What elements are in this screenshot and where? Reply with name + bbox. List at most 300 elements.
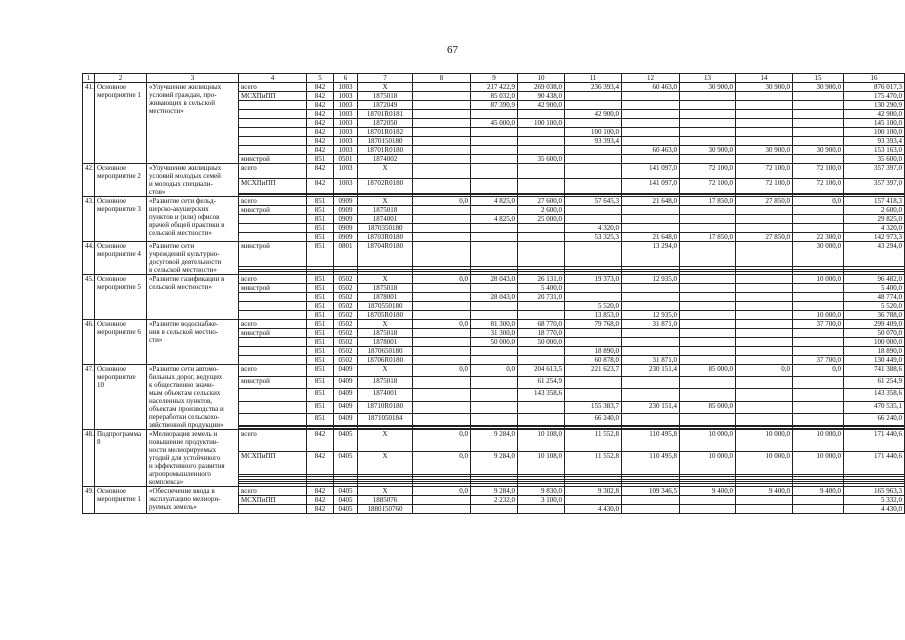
table-cell: 61 254,9 <box>844 377 905 389</box>
table-cell: 0909 <box>334 224 358 233</box>
row-number: 42. <box>83 164 95 197</box>
table-cell <box>736 128 793 137</box>
table-cell: 4 320,0 <box>844 224 905 233</box>
table-cell: 1871050184 <box>358 413 413 425</box>
table-cell: 26 131,0 <box>518 275 565 284</box>
measure-description-line: сельской местности» <box>149 229 212 237</box>
table-cell <box>680 242 736 267</box>
measure-description <box>147 365 239 430</box>
table-cell <box>471 164 518 179</box>
table-cell <box>518 401 565 413</box>
table-cell <box>413 110 471 119</box>
table-cell <box>471 284 518 293</box>
table-cell: 5 400,0 <box>844 284 905 293</box>
table-cell <box>793 92 844 101</box>
table-cell: 0502 <box>334 275 358 284</box>
table-cell: 30 000,0 <box>793 242 844 267</box>
measure-description-line: и молодых специали- <box>149 180 213 188</box>
row-number: 46. <box>83 320 95 365</box>
table-cell <box>471 401 518 413</box>
table-cell: 0502 <box>334 302 358 311</box>
table-cell: 13 294,0 <box>622 242 680 267</box>
table-cell <box>793 347 844 356</box>
measure-description-line: в сельской местности» <box>149 266 217 274</box>
table-cell: всего <box>239 487 307 496</box>
measure-description-line: угодий для устойчивого <box>149 454 221 462</box>
measure-type-line: Основное <box>97 320 127 328</box>
table-cell: 10 000,0 <box>680 452 736 474</box>
table-cell <box>239 389 307 401</box>
table-cell: 109 346,5 <box>622 487 680 496</box>
table-cell: минстрой <box>239 329 307 338</box>
table-cell: 851 <box>307 365 334 377</box>
table-cell: 31 871,0 <box>622 356 680 365</box>
measure-description-line: руемых земель» <box>149 503 197 511</box>
table-cell: 10 108,0 <box>518 430 565 452</box>
table-cell: 9 400,0 <box>793 487 844 496</box>
table-cell: 876 017,3 <box>844 83 905 92</box>
table-cell: 1875018 <box>358 92 413 101</box>
table-cell: 851 <box>307 302 334 311</box>
table-cell <box>518 137 565 146</box>
table-cell <box>471 155 518 164</box>
table-cell <box>736 293 793 302</box>
table-cell: 851 <box>307 284 334 293</box>
table-cell <box>518 302 565 311</box>
table-cell <box>736 389 793 401</box>
table-cell: 93 393,4 <box>844 137 905 146</box>
table-cell <box>471 311 518 320</box>
table-cell: 10 108,0 <box>518 452 565 474</box>
table-cell: 0502 <box>334 311 358 320</box>
measure-description <box>147 164 239 197</box>
table-cell <box>680 110 736 119</box>
header-cell: 16 <box>844 74 905 83</box>
table-cell: 1880150760 <box>358 505 413 514</box>
table-cell: 0409 <box>334 377 358 389</box>
table-cell: 0,0 <box>736 365 793 377</box>
table-cell <box>793 293 844 302</box>
table-cell: 30 900,0 <box>680 83 736 92</box>
table-cell: всего <box>239 365 307 377</box>
table-cell <box>471 505 518 514</box>
table-cell <box>518 224 565 233</box>
table-cell <box>239 215 307 224</box>
table-cell <box>680 155 736 164</box>
table-cell: 93 393,4 <box>565 137 622 146</box>
table-cell: 30 900,0 <box>793 146 844 155</box>
table-cell <box>680 101 736 110</box>
table-cell <box>565 206 622 215</box>
table-cell <box>793 119 844 128</box>
table-row <box>83 197 905 206</box>
table-cell: МСХПиПП <box>239 92 307 101</box>
table-cell <box>518 233 565 242</box>
table-cell: 35 600,0 <box>518 155 565 164</box>
table-cell: 842 <box>307 452 334 474</box>
table-cell: 851 <box>307 338 334 347</box>
table-cell <box>622 128 680 137</box>
table-cell: 851 <box>307 320 334 329</box>
table-cell <box>565 146 622 155</box>
table-cell <box>736 284 793 293</box>
table-cell <box>239 302 307 311</box>
table-cell: 165 963,3 <box>844 487 905 496</box>
header-row <box>83 74 905 83</box>
table-cell: 85 032,0 <box>471 92 518 101</box>
table-cell <box>413 128 471 137</box>
table-cell <box>736 338 793 347</box>
header-cell: 3 <box>147 74 239 83</box>
table-cell: 53 325,3 <box>565 233 622 242</box>
table-cell: 1872049 <box>358 101 413 110</box>
table-cell: 5 400,0 <box>518 284 565 293</box>
table-cell <box>793 302 844 311</box>
table-cell: 0502 <box>334 320 358 329</box>
table-cell <box>471 302 518 311</box>
table-cell: 85 000,0 <box>680 401 736 413</box>
table-cell: всего <box>239 197 307 206</box>
table-cell: 0,0 <box>793 197 844 206</box>
table-cell: 0409 <box>334 389 358 401</box>
table-cell <box>680 215 736 224</box>
measure-type-line: 8 <box>97 438 101 446</box>
table-cell: 842 <box>307 137 334 146</box>
table-cell: 851 <box>307 206 334 215</box>
header-cell: 13 <box>680 74 736 83</box>
table-cell <box>793 206 844 215</box>
table-cell <box>565 92 622 101</box>
table-cell <box>518 311 565 320</box>
measure-type-line: Основное <box>97 275 127 283</box>
table-cell <box>736 347 793 356</box>
table-cell: 72 100,0 <box>736 178 793 193</box>
table-cell: 357 397,0 <box>844 178 905 193</box>
measure-type <box>95 164 147 197</box>
table-cell: 11 552,8 <box>565 452 622 474</box>
table-cell: 1003 <box>334 178 358 193</box>
table-cell <box>680 347 736 356</box>
table-cell: 1870550180 <box>358 302 413 311</box>
measure-type <box>95 242 147 275</box>
table-cell: Х <box>358 275 413 284</box>
table-cell: 1875018 <box>358 329 413 338</box>
measure-description-line: переработки сельскохо- <box>149 413 220 421</box>
table-cell: 1003 <box>334 164 358 179</box>
table-cell: 842 <box>307 101 334 110</box>
table-cell: 0502 <box>334 329 358 338</box>
table-cell: 470 535,1 <box>844 401 905 413</box>
table-cell <box>622 155 680 164</box>
table-cell: 27 600,0 <box>518 197 565 206</box>
table-cell: 851 <box>307 233 334 242</box>
table-cell <box>565 101 622 110</box>
table-cell: 68 770,0 <box>518 320 565 329</box>
measure-type <box>95 275 147 320</box>
table-cell <box>793 377 844 389</box>
table-row <box>83 164 905 179</box>
table-cell: 79 768,0 <box>565 320 622 329</box>
table-cell: 221 623,7 <box>565 365 622 377</box>
table-cell: 741 388,6 <box>844 365 905 377</box>
table-cell <box>565 284 622 293</box>
table-cell <box>239 413 307 425</box>
measure-description-line: врачей общей практики в <box>149 221 225 229</box>
table-cell: 851 <box>307 155 334 164</box>
row-number: 43. <box>83 197 95 242</box>
table-cell <box>471 146 518 155</box>
measure-type-line: Основное <box>97 164 127 172</box>
table-cell <box>239 356 307 365</box>
table-cell <box>622 137 680 146</box>
table-cell <box>793 224 844 233</box>
measure-description-line: шерско-акушерских <box>149 205 209 213</box>
table-cell <box>471 110 518 119</box>
table-cell: 9 284,0 <box>471 452 518 474</box>
table-cell: 851 <box>307 275 334 284</box>
table-cell <box>565 155 622 164</box>
table-cell: 72 100,0 <box>680 164 736 179</box>
table-cell: 18703R0180 <box>358 233 413 242</box>
measure-description <box>147 320 239 365</box>
table-cell <box>680 320 736 329</box>
table-cell: 0502 <box>334 338 358 347</box>
table-cell <box>622 389 680 401</box>
table-cell: 1003 <box>334 92 358 101</box>
table-cell: 851 <box>307 197 334 206</box>
table-cell: 9 830,0 <box>518 487 565 496</box>
table-cell: 42 900,0 <box>565 110 622 119</box>
measure-description-line: эксплуатацию мелиори- <box>149 495 221 503</box>
table-cell: 72 100,0 <box>793 164 844 179</box>
table-cell: 5 520,0 <box>844 302 905 311</box>
table-cell <box>471 413 518 425</box>
table-cell: 20 731,0 <box>518 293 565 302</box>
table-cell <box>471 356 518 365</box>
table-cell <box>565 377 622 389</box>
measure-description-line: учреждений культурно- <box>149 250 220 258</box>
row-number: 41. <box>83 83 95 164</box>
table-cell: 1870150180 <box>358 137 413 146</box>
table-cell: минстрой <box>239 377 307 389</box>
table-cell <box>736 302 793 311</box>
table-cell <box>680 505 736 514</box>
table-cell <box>518 242 565 267</box>
measure-type-line: мероприятие 6 <box>97 328 141 336</box>
table-cell: 10 000,0 <box>736 452 793 474</box>
header-cell: 14 <box>736 74 793 83</box>
table-cell <box>413 311 471 320</box>
measure-type-line: мероприятие 3 <box>97 205 141 213</box>
measure-description-line: стов» <box>149 188 166 196</box>
table-cell: 0909 <box>334 233 358 242</box>
table-cell <box>736 110 793 119</box>
table-cell: 18701R0182 <box>358 128 413 137</box>
header-cell: 11 <box>565 74 622 83</box>
table-cell: 18710R0180 <box>358 401 413 413</box>
table-cell <box>736 155 793 164</box>
table-cell <box>680 137 736 146</box>
table-cell: 0909 <box>334 215 358 224</box>
table-cell: 1885076 <box>358 496 413 505</box>
table-cell <box>793 284 844 293</box>
table-cell: МСХПиПП <box>239 178 307 193</box>
measure-description-line: «Обеспечение ввода в <box>149 487 215 495</box>
table-cell: 2 232,0 <box>471 496 518 505</box>
table-cell: 842 <box>307 505 334 514</box>
table-cell <box>622 338 680 347</box>
table-cell: 851 <box>307 347 334 356</box>
table-cell: 42 900,0 <box>518 101 565 110</box>
table-cell: 1003 <box>334 119 358 128</box>
table-cell: 851 <box>307 356 334 365</box>
table-cell <box>413 119 471 128</box>
table-cell <box>518 413 565 425</box>
table-cell: 72 100,0 <box>793 178 844 193</box>
table-cell: 31 871,0 <box>622 320 680 329</box>
table-cell: 842 <box>307 496 334 505</box>
table-cell <box>793 215 844 224</box>
table-cell <box>413 401 471 413</box>
table-cell <box>793 505 844 514</box>
measure-type-line: Основное <box>97 365 127 373</box>
measure-type-line: мероприятие 4 <box>97 250 141 258</box>
table-cell: 0409 <box>334 401 358 413</box>
row-number: 45. <box>83 275 95 320</box>
table-cell: 60 463,0 <box>622 83 680 92</box>
table-cell <box>565 242 622 267</box>
measure-description-line: сельской местности» <box>149 283 212 291</box>
table-cell: МСХПиПП <box>239 496 307 505</box>
table-cell: Х <box>358 197 413 206</box>
table-cell: 85 000,0 <box>680 365 736 377</box>
table-cell: 143 358,6 <box>518 389 565 401</box>
table-cell: 0,0 <box>413 197 471 206</box>
table-cell: 145 100,0 <box>844 119 905 128</box>
table-cell: 204 613,5 <box>518 365 565 377</box>
measure-description-line: бильных дорог, ведущих <box>149 373 223 381</box>
table-cell <box>565 329 622 338</box>
table-cell: 0409 <box>334 365 358 377</box>
table-cell: 0405 <box>334 505 358 514</box>
table-cell <box>622 505 680 514</box>
table-cell <box>736 329 793 338</box>
table-cell: 100 100,0 <box>565 128 622 137</box>
table-cell <box>413 178 471 193</box>
table-cell <box>239 101 307 110</box>
table-cell: 171 440,6 <box>844 452 905 474</box>
table-cell: 22 300,0 <box>793 233 844 242</box>
table-cell <box>413 92 471 101</box>
table-cell <box>680 389 736 401</box>
table-cell: 19 373,0 <box>565 275 622 284</box>
table-cell <box>413 83 471 92</box>
table-cell: 842 <box>307 128 334 137</box>
table-cell: 0,0 <box>413 275 471 284</box>
measure-description <box>147 275 239 320</box>
measure-description-line: местности» <box>149 107 184 115</box>
table-cell <box>239 293 307 302</box>
table-cell: 21 648,0 <box>622 197 680 206</box>
table-cell <box>413 137 471 146</box>
header-cell: 9 <box>471 74 518 83</box>
table-cell <box>736 311 793 320</box>
table-cell: Х <box>358 320 413 329</box>
table-cell <box>680 302 736 311</box>
measure-type-line: Основное <box>97 487 127 495</box>
table-cell: 43 294,0 <box>844 242 905 267</box>
table-cell: 851 <box>307 389 334 401</box>
measure-description-line: «Улучшение жилищных <box>149 83 222 91</box>
table-cell: Х <box>358 487 413 496</box>
row-number: 44. <box>83 242 95 275</box>
table-cell: 30 900,0 <box>736 146 793 155</box>
measure-type <box>95 365 147 430</box>
table-cell: 1874001 <box>358 389 413 401</box>
table-cell <box>239 347 307 356</box>
table-cell: 18 890,0 <box>844 347 905 356</box>
table-cell: 60 878,0 <box>565 356 622 365</box>
table-cell <box>736 92 793 101</box>
table-cell <box>622 119 680 128</box>
table-cell: 130 290,9 <box>844 101 905 110</box>
table-cell <box>622 496 680 505</box>
table-cell: 18701R0180 <box>358 146 413 155</box>
table-cell: 851 <box>307 224 334 233</box>
table-cell: 157 418,3 <box>844 197 905 206</box>
table-cell <box>736 119 793 128</box>
header-cell: 8 <box>413 74 471 83</box>
table-cell <box>413 347 471 356</box>
table-cell <box>239 505 307 514</box>
table-cell: 81 300,0 <box>471 320 518 329</box>
table-cell: 230 151,4 <box>622 365 680 377</box>
measure-description-line: «Развитие сети автомо- <box>149 365 219 373</box>
measure-description-line: «Развитие сети фельд- <box>149 197 217 205</box>
table-cell: 12 935,0 <box>622 275 680 284</box>
table-cell <box>680 224 736 233</box>
header-cell: 7 <box>358 74 413 83</box>
table-cell <box>736 224 793 233</box>
table-cell: 48 774,0 <box>844 293 905 302</box>
table-cell: 60 463,0 <box>622 146 680 155</box>
table-cell: 11 552,8 <box>565 430 622 452</box>
table-cell: 1003 <box>334 83 358 92</box>
table-cell <box>680 377 736 389</box>
table-cell: 36 788,0 <box>844 311 905 320</box>
table-cell: 9 400,0 <box>736 487 793 496</box>
table-cell: 37 700,0 <box>793 320 844 329</box>
measure-description-line: агропромышленного <box>149 470 211 478</box>
table-cell: 130 449,0 <box>844 356 905 365</box>
table-cell <box>413 496 471 505</box>
table-row <box>83 320 905 329</box>
table-cell <box>413 164 471 179</box>
table-cell: 30 900,0 <box>736 83 793 92</box>
table-cell <box>239 224 307 233</box>
table-cell <box>793 110 844 119</box>
table-cell: 50 000,0 <box>471 338 518 347</box>
header-cell: 2 <box>95 74 147 83</box>
table-cell: минстрой <box>239 284 307 293</box>
table-cell: 171 440,6 <box>844 430 905 452</box>
table-cell <box>680 119 736 128</box>
table-cell <box>565 178 622 193</box>
table-cell: 0,0 <box>413 365 471 377</box>
table-cell: 0,0 <box>413 452 471 474</box>
measure-description-line: досуговой деятельности <box>149 258 222 266</box>
table-cell: 72 100,0 <box>736 164 793 179</box>
